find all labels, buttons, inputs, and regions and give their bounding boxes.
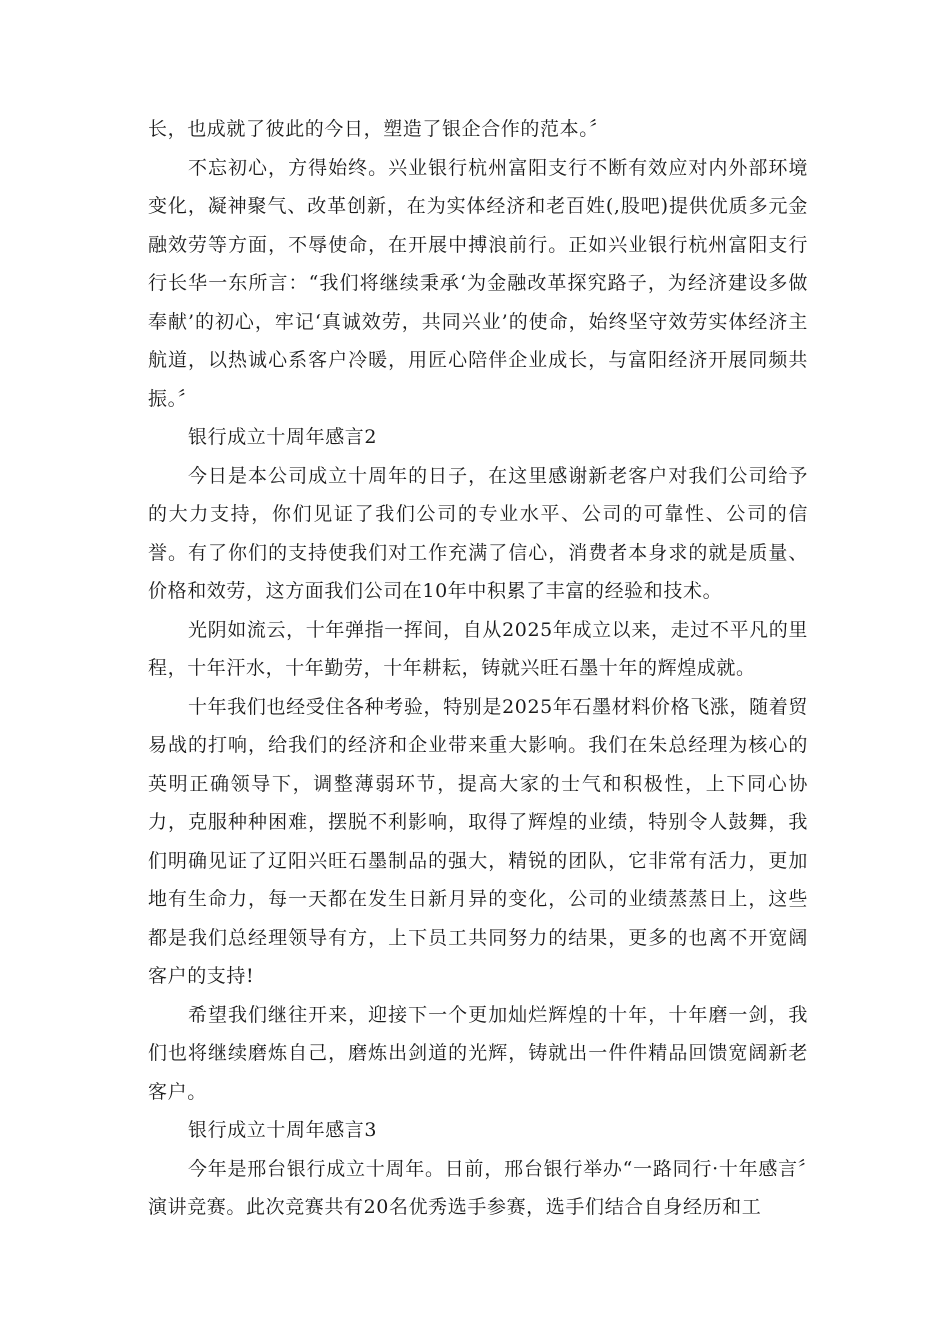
paragraph: 十年我们也经受住各种考验，特别是2025年石墨材料价格飞涨，随着贸易战的打响，给我们的经济和企业带来重大影响。我们在朱总经理为核心的英明正确领导下，调整薄弱环节，提高大家的士气和积极性，上下同心协力，克服种种困难，摆脱不利影响，取得了辉煌的业绩，特别令人鼓舞，我们明确见证了辽阳兴旺石墨制品的强大，精锐的团队，它非常有活力，更加地有生命力，每一天都在发生日新月异的变化，公司的业绩蒸蒸日上，这些都是我们总经理领导有方，上下员工共同努力的结果，更多的也离不开宽阔客户的支持! xyxy=(148,695,808,987)
paragraph: 光阴如流云，十年弹指一挥间，自从2025年成立以来，走过不平凡的里程，十年汗水，十年勤劳，十年耕耘，铸就兴旺石墨十年的辉煌成就。 xyxy=(148,618,808,679)
document-body xyxy=(148,110,808,1227)
paragraph-continuation: 长，也成就了彼此的今日，塑造了银企合作的范本。〞 xyxy=(148,118,609,140)
paragraph: 今年是邢台银行成立十周年。日前，邢台银行举办“一路同行·十年感言〞演讲竞赛。此次竞赛共有20名优秀选手参赛，选手们结合自身经历和工 xyxy=(148,1157,808,1218)
paragraph: 今日是本公司成立十周年的日子，在这里感谢新老客户对我们公司给予的大力支持，你们见证了我们公司的专业水平、公司的可靠性、公司的信誉。有了你们的支持使我们对工作充满了信心，消费者本身求的就是质量、价格和效劳，这方面我们公司在10年中积累了丰富的经验和技术。 xyxy=(148,464,808,602)
paragraph: 不忘初心，方得始终。兴业银行杭州富阳支行不断有效应对内外部环境变化，凝神聚气、改革创新，在为实体经济和老百姓(,股吧)提供优质多元金融效劳等方面，不辱使命，在开展中搏浪前行。正如兴业银行杭州富阳支行行长华一东所言：“我们将继续秉承‘为金融改革探究路子，为经济建设多做奉献’的初心，牢记‘真诚效劳，共同兴业’的使命，始终坚守效劳实体经济主航道，以热诚心系客户冷暖，用匠心陪伴企业成长，与富阳经济开展同频共振。〞 xyxy=(148,156,808,410)
section-heading: 银行成立十周年感言2 xyxy=(188,426,378,448)
section-heading: 银行成立十周年感言3 xyxy=(188,1119,378,1141)
paragraph: 希望我们继往开来，迎接下一个更加灿烂辉煌的十年，十年磨一剑，我们也将继续磨炼自己，磨炼出剑道的光辉，铸就出一件件精品回馈宽阔新老客户。 xyxy=(148,1003,808,1103)
